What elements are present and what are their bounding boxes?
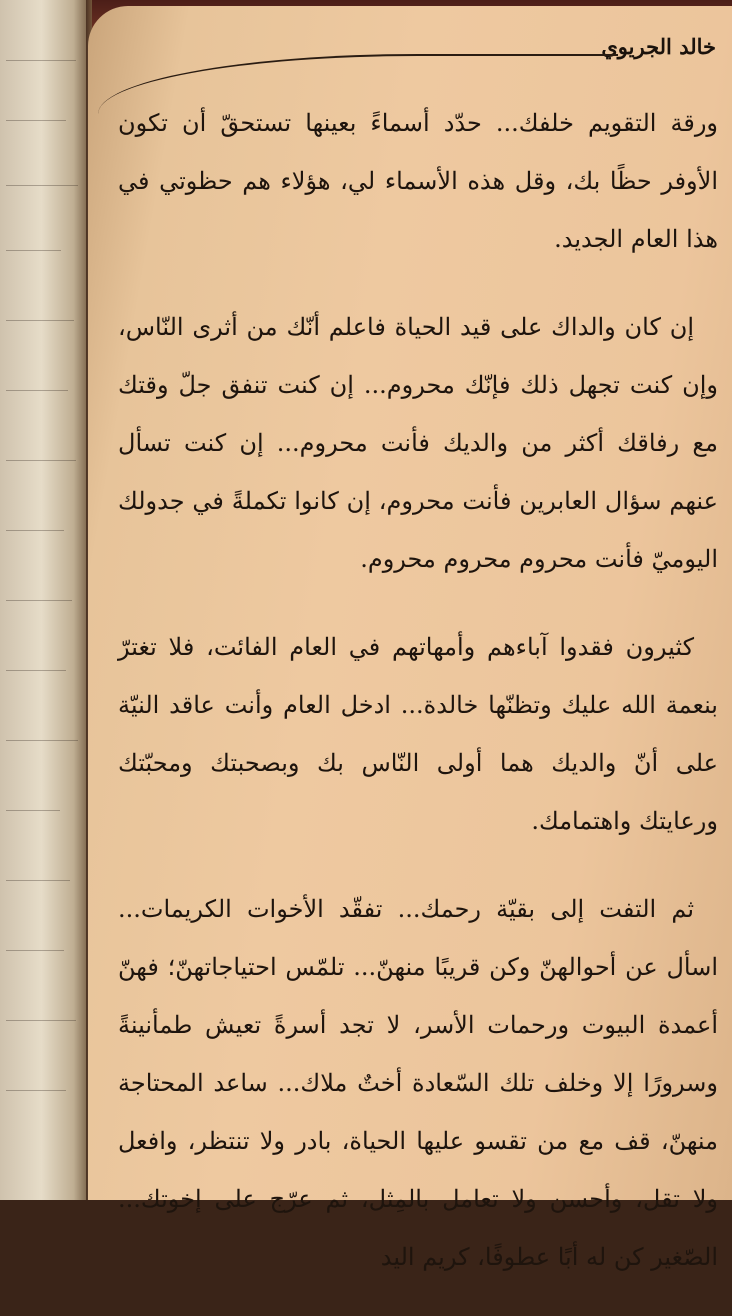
paragraph-4: ثم التفت إلى بقيّة رحمك... تفقّد الأخوات الكريمات... اسأل عن أحوالهنّ وكن قريبًا منهنّ... تلمّس احتياجاتهنّ؛ فهنّ أعمدة البيوت ورحمات الأسر، لا تجد أسرةً تعيش طمأنينةً وسرورًا إلا وخلف تلك السّعادة أختٌ ملاك... ساعد المحتاجة منهنّ، قف مع من تقسو عليها الحياة، بادر ولا تنتظر، وافعل ولا تقل، وأحسن ولا تعامل بالمِثل، ثم عرّج على إخوتك... الصّغير كن له أبًا عطوفًا، كريم اليد bbox=[118, 895, 718, 1271]
paragraph-1: ورقة التقويم خلفك... حدّد أسماءً بعينها تستحقّ أن تكون الأوفر حظًا بك، وقل هذه الأسماء لي، هؤلاء هم حظوتي في هذا العام الجديد. bbox=[118, 109, 718, 253]
book-page bbox=[88, 6, 732, 1271]
page-body bbox=[118, 94, 718, 1316]
facing-page bbox=[0, 0, 92, 1200]
paragraph-2: إن كان والداك على قيد الحياة فاعلم أنّك من أثرى النّاس، وإن كنت تجهل ذلك فإنّك محروم... إن كنت تنفق جلّ وقتك مع رفاقك أكثر من والديك فأنت محروم... إن كنت تسأل عنهم سؤال العابرين فأنت محروم، إن كانوا تكملةً في جدولك اليوميّ فأنت محروم محروم محروم. bbox=[118, 313, 718, 573]
paragraph-3: كثيرون فقدوا آباءهم وأمهاتهم في العام الفائت، فلا تغترّ بنعمة الله عليك وتظنّها خالدة... ادخل العام وأنت عاقد النيّة على أنّ والديك هما أولى النّاس بك وبصحبتك ومحبّتك ورعايتك واهتمامك. bbox=[118, 633, 718, 835]
running-header-author: خالد الجريوي bbox=[601, 34, 716, 59]
